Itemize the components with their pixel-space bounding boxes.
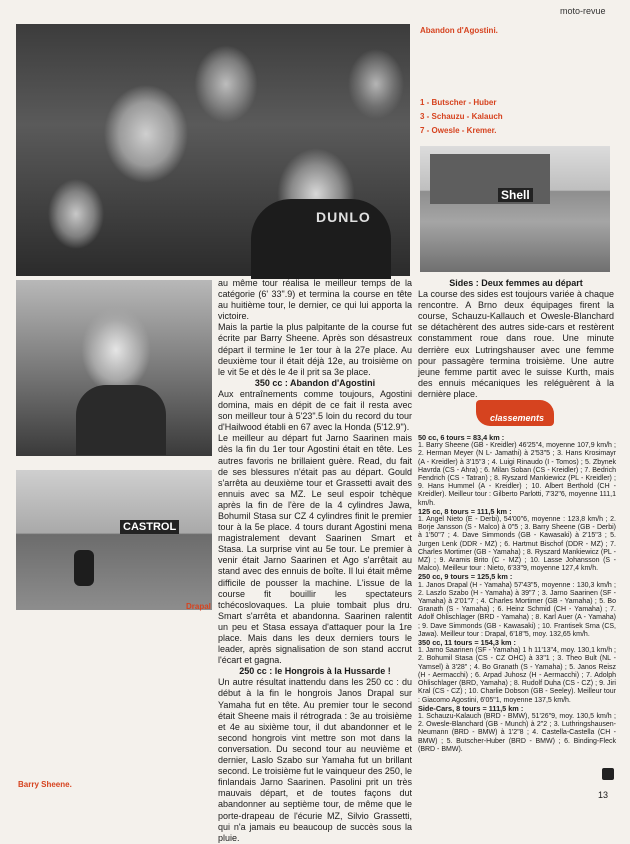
paragraph: La course des sides est toujours variée à chaque rencontre. A Brno deux équipages firent la course, Schauzu-Kallauch et Owesle-Blanchard se détachèrent des autres side-cars et restèrent constamment roue dans roue. Une minute derrière eux Lutringshauser avec une femme pour passagère termina troisième. Une autre jeune femme partit avec le suisse Kurth, mais des ennuis mécaniques les reléguèrent à la dernière place. — [418, 289, 614, 399]
paragraph: Aux entraînements comme toujours, Agostini domina, mais en dépit de ce fait il resta avec son meilleur tour à 5'23".5 loin du record du tour d'Hailwood établi en 67 avec la Honda (5'12.9"). — [218, 388, 412, 433]
results-text: 1. Barry Sheene (GB - Kreidler) 46'25"4, moyenne 107,9 km/h ; 2. Herman Meyer (N L- Jamathi) à 2'53"5 ; 3. Hans Krosimayr (A - Kreidler) à 3'15"3 ; 4. Luigi Rinaudo (I - Tomos) ; 5. Zbynek Havrda (CS - Ahra) ; 6. Milan Soban (CS - Kreidler) ; 7. Bedrich Fendrich (CS - Tatran) ; 8. Ryszard Mankiewicz (PL - Kreidler) ; 9. Hans Hummel (A - Kreidler) ; 10. Albert Berthold (CH - Kreidler). Meilleur tour : Gilberto Parlotti, 7'32"6, moyenne 111,1 km/h. — [418, 442, 616, 507]
photo-sidecar-race — [420, 146, 610, 272]
sidecar-legend — [420, 96, 503, 138]
legend-item: 7 - Owesle - Kremer. — [420, 126, 497, 135]
magazine-brand: moto-revue — [560, 6, 606, 16]
legend-item: 1 - Butscher - Huber — [420, 98, 497, 107]
results-category: 125 cc, 8 tours = 111,5 km : — [418, 506, 512, 516]
results-text: 1. Angel Nieto (E - Derbi), 54'00"6, moyenne : 123,8 km/h ; 2. Borje Jansson (S - Malco) à 0"5 ; 3. Barry Sheene (GB - Derbi) à 1'50"7 ; 4. Dave Simmonds (GB - Kawasaki) à 2'15"3 ; 5. Jurgen Lenk (DDR - MZ) ; 6. Hartmut Bischof (DDR - MZ) ; 7. Charles Mortimer (GB - Yamaha) ; 8. Ryszard Mankiewicz (PL - MZ) ; 9. Aramis Brito (C - MZ) ; 10. Lasse Johansson (S - Malco). Meilleur tour : Nieto, 6'33"9, moyenne 127,4 km/h. — [418, 516, 616, 573]
article-column-right — [418, 278, 614, 400]
paragraph: au même tour réalisa le meilleur temps de la catégorie (6' 33".9) et termina la course en tête au huitième tour, le dernier, ce qui lui apporta la victoire. — [218, 278, 412, 322]
section-heading: 350 cc : Abandon d'Agostini — [254, 377, 376, 388]
results-list — [418, 434, 616, 754]
page-number: 13 — [598, 790, 609, 800]
caption-abandon: Abandon d'Agostini. — [420, 26, 498, 35]
castrol-sign: CASTROL — [120, 520, 179, 534]
badge-label: classements — [490, 413, 545, 423]
corner-icon — [602, 768, 614, 780]
classements-badge — [476, 400, 554, 426]
paragraph: Mais la partie la plus palpitante de la course fut écrite par Barry Sheene. Après son désastreux départ il termine le 1er tour à la 27e place. Au deuxième tour il était déjà 12e, au troisième on le vit 5e et dès le 4e il prit sa 3e place. — [218, 322, 412, 377]
shell-sign: Shell — [498, 188, 533, 202]
photo-barry-sheene — [16, 280, 212, 456]
results-category: 250 cc, 9 tours = 125,5 km : — [418, 572, 513, 582]
legend-item: 3 - Schauzu - Kalauch — [420, 112, 503, 121]
caption-drapal: Drapal — [186, 602, 211, 611]
jacket-logo-text: DUNLO — [316, 209, 371, 225]
photo-drapal-track — [16, 470, 212, 610]
photo-agostini-crowd — [16, 24, 410, 276]
paragraph: Un autre résultat inattendu dans les 250 cc : du début à la fin le hongrois Janos Drapal sur Yamaha fut en tête. Au premier tour le second était Sheene mais il rétrograda : 3e au troisième et 4e au sixième tour, il dut abandonner et le second hongrois vint mettre son mot dans la conversation. Du second tour au neuvième et dernier, Laslo Szabo sur Yamaha fut un brillant second. Le troisième fut le vainqueur des 250, le finlandais Jarno Saarinen. Pasolini prit un très mauvais départ, et de toutes façons dut abandonner au septième tour, de même que le porte-drapeau de l'écurie MZ, Silvio Grassetti, qui n'a jamais eu beaucoup de succès sous la pluie. — [218, 677, 412, 843]
section-heading: Sides : Deux femmes au départ — [449, 278, 583, 288]
results-category: 50 cc, 6 tours = 83,4 km : — [418, 433, 505, 442]
section-heading: 250 cc : le Hongrois à la Hussarde ! — [239, 666, 391, 677]
results-category: Side-Cars, 8 tours = 111,5 km : — [418, 703, 524, 713]
results-text: 1. Schauzu-Kalauch (BRD - BMW), 51'26"9, moy. 130,5 km/h ; 2. Owesle-Blanchard (GB - Munch) à 2"2 ; 3. Luthringshausen-Neumann (BRD - BMW) à 1'2"8 ; 4. Castella-Castella (CH - BMW) ; 5. Butscher-Huber (BRD - BMW) ; 6. Binding-Fleck (BRD - BMW). — [418, 712, 616, 753]
results-text: 1. Jarno Saarinen (SF - Yamaha) 1 h 11'13"4, moy. 130,1 km/h ; 2. Bohumil Stasa (CS - CZ OHC) à 33"1 ; 3. Theo Bult (NL - Yamsel) à 3'28" ; 4. Bo Granath (S - Yamaha) ; 5. Janos Reisz (H - Aermacchi) ; 6. Arpad Juhosz (H - Aermacchi) ; 7. Adolph Ohlischlager (BRD, Yamaha) ; 8. Rudolf Duha (CS - CZ) ; 9. Jiri Kral (CS - CZ) ; 10. Charlie Dobson (GB - Seeley). Meilleur tour : Giacomo Agostini, 6'05"1, moyenne 137,5 km/h. — [418, 647, 616, 704]
results-text: 1. Janos Drapal (H - Yamaha) 57'43"5, moyenne : 130,3 km/h ; 2. Laszlo Szabo (H - Yamaha) à 39"7 ; 3. Jarno Saarinen (SF - Yamaha) à 2'01"7 ; 4. Charles Mortimer (GB - Yamaha) ; 5. Bo Granath (S - Yamaha) ; 6. Heinz Schmid (CH - Yamaha) ; 7. Adolf Ohlischlager (BRD - Yamaha) ; 8. Karl Auer (A - Yamaha) ; 9. Dave Simmonds (GB - Kawasaki) ; 10. Frantisek Srna (CS, Jawa). Meilleur tour : Drapal, 6'18"5, moy. 132,65 km/h. — [418, 581, 616, 638]
victory-sash — [76, 385, 166, 455]
results-category: 350 cc, 11 tours = 154,3 km : — [418, 638, 516, 648]
caption-sheene: Barry Sheene. — [18, 780, 72, 789]
article-column-middle — [218, 278, 412, 844]
paragraph: Le meilleur au départ fut Jarno Saarinen mais dès la fin du 1er tour Agostini était en tête. Les autres favoris ne brillaient guère. Read, du fait de ses blessures n'était pas au départ. Gould s'arrêta au deuxième tour et Grassetti avait des ennuis avec sa MZ. Le seul espoir tchèque après la fin de l'ère de la 4 cylindres Jawa, Bohumil Stasa sur CZ 4 cylindres finit le premier tour à la 5e place. 4 tours durant Agostini mena magistralement devant Saarinen Smart et Stasa. La surprise vint au 5e tour. Le premier à venir était Jarno Saarinen et Ago s'arrêtait au stand avec des ennuis de boîte. Il lui était même difficile de pousser la machine. L'issue de la course fit bouillir les spectateurs tchécoslovaques. La pluie tombait plus dru. Smart s'arrêta et abandonna. Saarinen ralentit un peu et Stasa essaya d'attaquer pour la 1re place. Mais dans les deux derniers tours le leader, après signalisation de son stand accrut l'écart et gagna. — [218, 433, 412, 666]
rider-figure — [74, 550, 94, 586]
